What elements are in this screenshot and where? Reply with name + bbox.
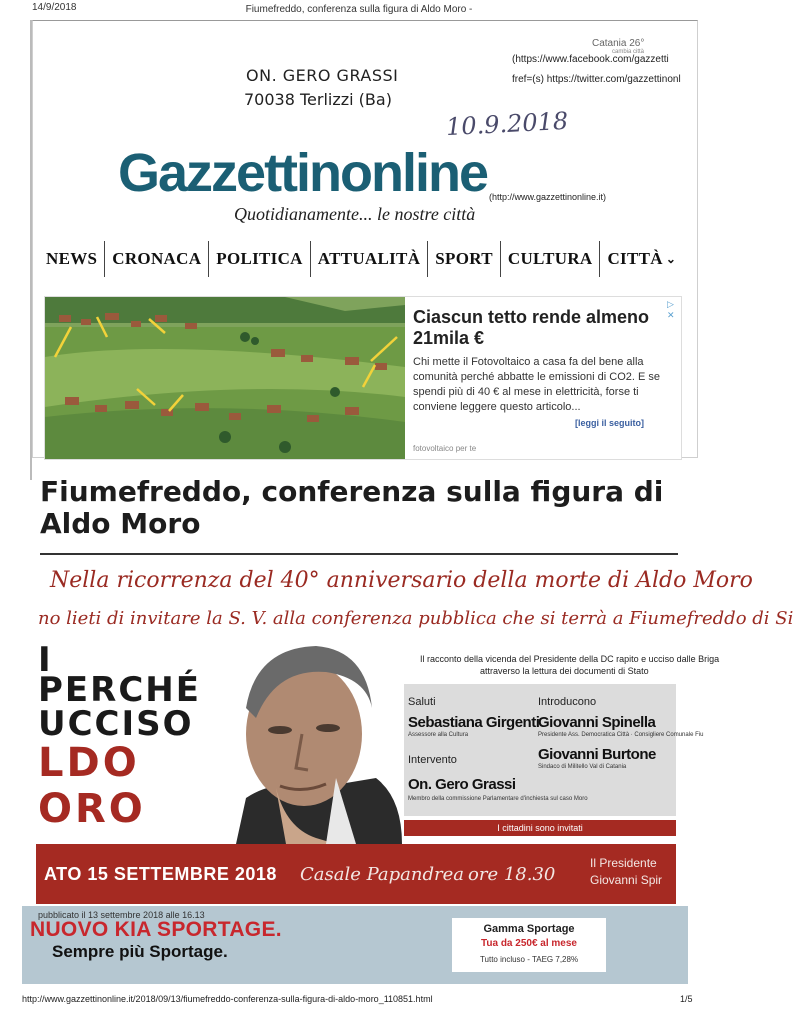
kia-offer-title: Gamma Sportage xyxy=(483,923,575,935)
weather-change-city-link[interactable]: cambia città xyxy=(612,49,645,55)
poster-story-1: Il racconto della vicenda del Presidente della DC rapito e ucciso dalle Briga xyxy=(420,654,720,664)
handwritten-date: 10.9.2018 xyxy=(445,106,569,142)
saluti-role: Assessore alla Cultura xyxy=(408,732,469,738)
main-nav xyxy=(40,240,683,278)
speakers-panel xyxy=(404,684,704,816)
article-headline: Fiumefreddo, conferenza sulla figura di Aldo Moro xyxy=(40,475,664,540)
intervento-name: On. Gero Grassi xyxy=(408,776,516,793)
ad-close-icon[interactable]: ▷ ✕ xyxy=(667,299,675,320)
solar-ad[interactable] xyxy=(44,296,682,460)
poster-line-1: Nella ricorrenza del 40° anniversario della morte di Aldo Moro xyxy=(50,568,753,593)
site-logo[interactable] xyxy=(118,143,488,203)
print-title: Fiumefreddo, conferenza sulla figura di Aldo Moro - xyxy=(245,4,473,15)
kia-ad-subline: Sempre più Sportage. xyxy=(52,942,228,961)
ad-source: fotovoltaico per te xyxy=(413,444,477,453)
nav-item-cronaca[interactable]: CRONACA xyxy=(104,241,208,277)
ad-body: Chi mette il Fotovoltaico a casa fa del bene alla comunità perché abbatte le emissioni di CO2. E se spendi più di 40 € al mese in elettricità, forse ti conviene leggere questo articolo... xyxy=(413,356,661,413)
president-label: Il Presidente xyxy=(590,856,657,870)
intro1-role: Presidente Ass. Democratica Città · Consigliere Comunale Fiu xyxy=(538,732,704,738)
saluti-name: Sebastiana Girgenti xyxy=(408,714,540,731)
print-date: 14/9/2018 xyxy=(32,2,77,13)
twitter-link[interactable]: fref=(s) https://twitter.com/gazzettinonl xyxy=(512,74,681,85)
nav-item-attualita[interactable]: ATTUALITÀ xyxy=(310,241,428,277)
intro2-role: Sindaco di Militello Val di Catania xyxy=(538,764,627,770)
president-name: Giovanni Spir xyxy=(590,873,663,887)
event-venue: Casale Papandrea xyxy=(300,864,464,885)
nav-item-politica[interactable]: POLITICA xyxy=(208,241,309,277)
poster-big-line-4: LDO xyxy=(38,740,140,786)
nav-item-citta[interactable]: CITTÀ ⌄ xyxy=(599,241,683,277)
print-page-number: 1/5 xyxy=(680,994,693,1004)
site-tagline: Quotidianamente... le nostre città xyxy=(234,204,476,224)
invite-bar: I cittadini sono invitati xyxy=(404,820,676,836)
intro1-name: Giovanni Spinella xyxy=(538,714,656,731)
facebook-link[interactable]: (https://www.facebook.com/gazzetti xyxy=(512,54,669,65)
ad-headline[interactable]: Ciascun tetto rende almeno 21mila € xyxy=(413,307,650,348)
nav-item-sport[interactable]: SPORT xyxy=(427,241,500,277)
nav-item-cultura[interactable]: CULTURA xyxy=(500,241,600,277)
kia-offer-note: Tutto incluso - TAEG 7,28% xyxy=(479,955,579,964)
event-time: ore 18.30 xyxy=(468,864,556,885)
intro2-name: Giovanni Burtone xyxy=(538,746,656,763)
poster-big-line-3: UCCISO xyxy=(38,704,194,744)
headline-divider xyxy=(40,553,678,555)
poster-big-line-5: ORO xyxy=(38,786,146,832)
weather-city[interactable]: Catania 26° xyxy=(592,38,645,49)
logo-url[interactable]: (http://www.gazzettinonline.it) xyxy=(489,192,607,202)
kia-ad-headline[interactable]: NUOVO KIA SPORTAGE. xyxy=(30,918,282,941)
introducono-label: Introducono xyxy=(538,696,597,708)
stamp-name: ON. GERO GRASSI xyxy=(246,66,399,85)
ad-village-photo[interactable] xyxy=(45,297,405,459)
poster-line-2: no lieti di invitare la S. V. alla conferenza pubblica che si terrà a Fiumefreddo di Si xyxy=(38,608,793,629)
nav-item-news[interactable]: NEWS xyxy=(46,249,98,268)
logo-part2: online xyxy=(340,143,488,203)
event-date: ATO 15 SETTEMBRE 2018 xyxy=(44,864,277,884)
intervento-role: Membro della commissione Parlamentare d'inchiesta sul caso Moro xyxy=(408,796,588,802)
stamp-city: 70038 Terlizzi (Ba) xyxy=(244,90,392,109)
aldo-moro-portrait xyxy=(216,638,402,844)
chevron-down-icon: ⌄ xyxy=(665,251,677,266)
print-url: http://www.gazzettinonline.it/2018/09/13/fiumefreddo-conferenza-sulla-figura-di-aldo-moro_110851.html xyxy=(22,994,433,1004)
poster-big-line-1: I xyxy=(38,640,53,680)
poster-story-2: attraverso la lettura dei documenti di Stato xyxy=(480,666,649,676)
published-date: pubblicato il 13 settembre 2018 alle 16.13 xyxy=(38,910,205,920)
saluti-label: Saluti xyxy=(408,696,436,708)
kia-offer-price: Tua da 250€ al mese xyxy=(481,938,577,949)
logo-part1: Gazzettin xyxy=(118,143,341,203)
intervento-label: Intervento xyxy=(408,754,457,766)
ad-read-more-link[interactable]: [leggi il seguito] xyxy=(575,418,644,428)
poster-big-line-2: PERCHÉ xyxy=(38,670,201,710)
